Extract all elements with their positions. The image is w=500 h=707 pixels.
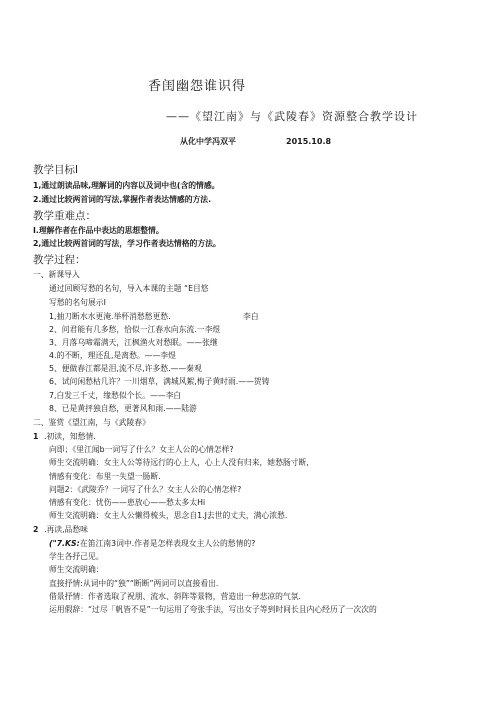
goal-item: 2.通过比较两首词的写法,掌握作者表达情感的方法. — [33, 195, 212, 204]
quote-line: 1,抽刀断水水更淹.举杯消愁愁更愁. — [49, 312, 171, 321]
section-title: .再读,品愁味 — [44, 525, 88, 534]
body-line: 师生交流明确：女主人公懒得梳头，思念自1.J去世的丈夫，满心浓愁. — [49, 511, 288, 520]
body-line: 师生交流明确： — [49, 565, 104, 574]
body-line: 直接抒情:从词中的“独”“断断”两词可以直接看出. — [49, 579, 219, 588]
quote-line: 5、便做春江都是泪,流不尽,许多愁.——秦观 — [49, 364, 202, 373]
part1-intro: 通过回顾写愁的名句，导入本课的主题 “E目悠 — [49, 284, 209, 293]
quote-line: 3、月落乌啼霜满天，江枫渔火对愁眠。——张继 — [49, 338, 218, 347]
quote-line: 7,白发三千丈，缘愁似个长。——李白 — [49, 391, 182, 400]
focus-item: 2,通过比较两首词的写法，学习作者表达情格的方法。 — [33, 239, 221, 248]
body-line: 情感有变化：布里一失望一肠断. — [49, 472, 161, 481]
doc-subtitle: ——《望江南》与《武陵春》资源整合教学设计 — [166, 110, 418, 123]
part1-heading: 一、新课导入 — [33, 270, 80, 279]
doc-date: 2015.10.8 — [286, 137, 332, 146]
body-line: 问题2：《武陵乔？一词写了什么？女主人公的心情怎样? — [49, 485, 242, 494]
body-line: 学生各抒己见。 — [49, 552, 104, 561]
section-number: 2 — [33, 525, 39, 534]
focus-item: I.理解作者在作品中表达的思想整情。 — [33, 226, 164, 235]
doc-title: 香闺幽怨谁识得 — [148, 79, 247, 94]
body-line: 情感有变化：忧伤——患放心——愁太多太Hi — [49, 498, 206, 507]
quote-line: 8、已是黄抨独自愁，更著风和雨.——陆游 — [49, 404, 197, 413]
quote-author: 李白 — [243, 312, 259, 321]
question-text: 在笛江南3词中.作者是怎样表现女主人公的愁情的? — [80, 539, 256, 548]
body-line: 师生交流明确：女主人公等待远行的心上人，心上人没有归来，她愁肠寸断, — [49, 458, 309, 467]
goal-item: 1,通过朗读品味,理解词的内容以及词中也(含的情感。 — [33, 181, 220, 190]
focus-heading: 教学重难点： — [33, 210, 96, 222]
quote-line: 4.的不断，理还乱,是离愁。——李煜 — [49, 351, 176, 360]
section-title: .初读，知愁情. — [44, 432, 96, 441]
quote-line: 2、问君能有几多愁，恰似一江春水向东流.一李煜 — [49, 325, 221, 334]
part2-heading: 二、鉴赏《望江南，与《武陵春》 — [33, 418, 150, 427]
body-line: 运用假辞：“过尽「帆皆不是”一句运用了夸张手法，写出女子等到时间长且内心经历了一次次的 — [49, 605, 377, 614]
doc-author: 从化中学冯双平 — [180, 137, 236, 146]
body-line: 借景抒情：作者选取了祝朋、流水、斜阵等景物，营造出一种悲凉的气氛. — [49, 592, 301, 601]
section-number: 1 — [33, 432, 39, 441]
body-line: 向即；《里江闻b一词写了什么？女主人公的心情怎样? — [49, 445, 234, 454]
process-heading: 教学过程： — [33, 254, 86, 266]
goals-heading: 教学目标I — [33, 164, 79, 176]
part1-intro: 写愁的名句展示I — [49, 298, 106, 307]
quote-line: 6、试问闲愁枯几许？一川烟草，满城风絮,梅子黄时雨.——贺铸 — [49, 377, 270, 386]
question-label: ("7.KS: — [49, 539, 80, 548]
